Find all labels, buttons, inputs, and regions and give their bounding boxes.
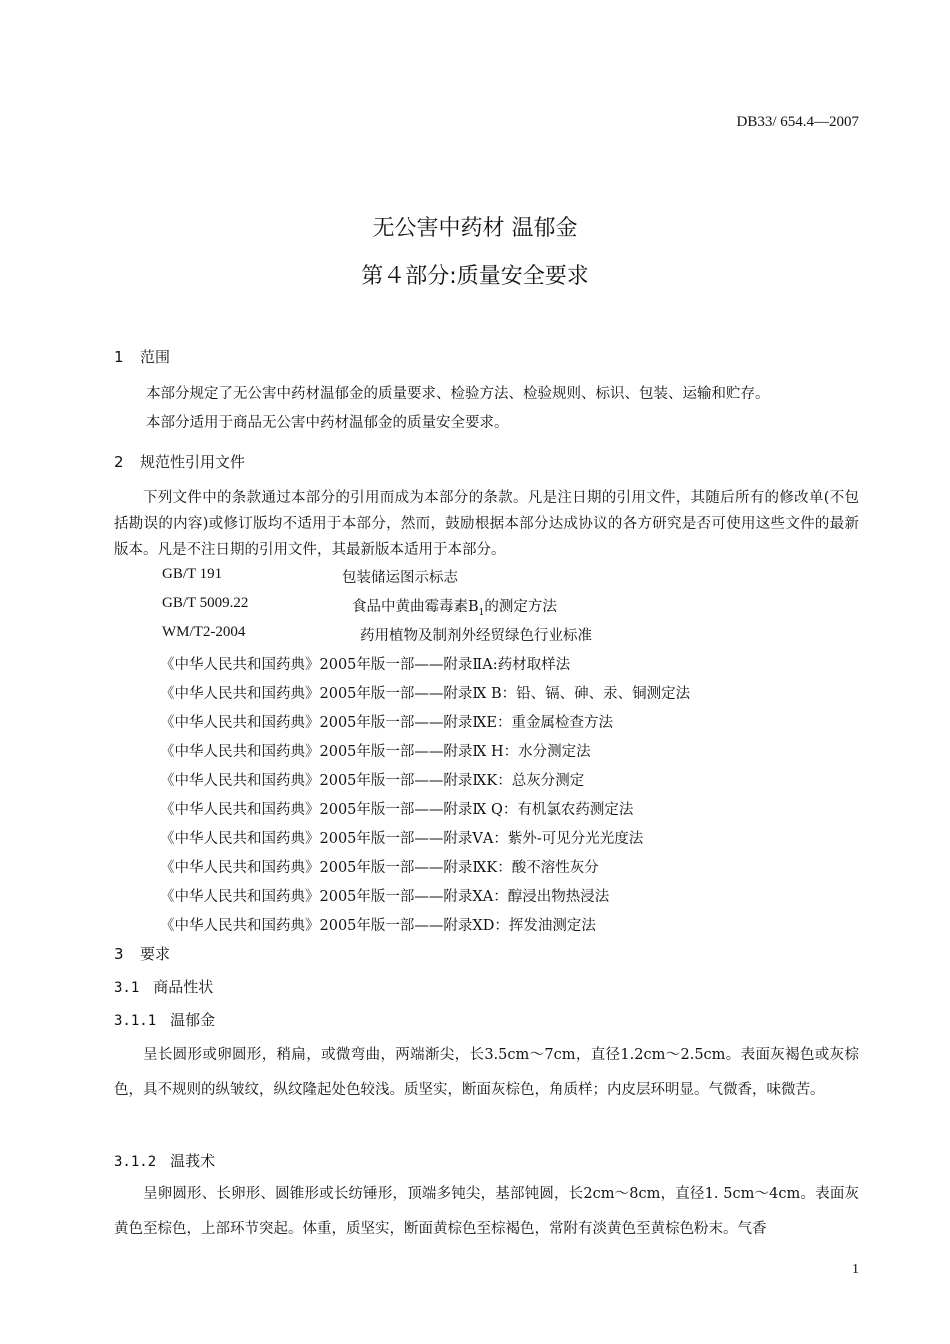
subsection-number: 3.1 [114, 980, 140, 996]
page-number: 1 [852, 1262, 859, 1277]
section-title: 要求 [140, 945, 171, 963]
section-number: 3 [114, 945, 124, 963]
subsection-3-1-1-heading [114, 1009, 215, 1030]
pharmacopoeia-ref: 《中华人民共和国药典》2005年版一部——附录ⅨE：重金属检查方法 [160, 715, 613, 731]
ref-code: WM/T2-2004 [162, 624, 246, 640]
document-title: 无公害中药材 温郁金 [372, 216, 578, 241]
pharmacopoeia-ref: 《中华人民共和国药典》2005年版一部——附录ⅩA：醇浸出物热浸法 [160, 889, 610, 905]
pharmacopoeia-ref: 《中华人民共和国药典》2005年版一部——附录Ⅸ B：铅、镉、砷、汞、铜测定法 [160, 686, 691, 702]
pharmacopoeia-ref: 《中华人民共和国药典》2005年版一部——附录ⅨK：总灰分测定 [160, 773, 585, 789]
wenyujin-description [114, 1038, 859, 1108]
normative-references-paragraph [114, 485, 859, 563]
subsection-3-1-heading [114, 976, 213, 997]
ref-title: 药用植物及制剂外经贸绿色行业标准 [360, 628, 592, 644]
pharmacopoeia-ref: 《中华人民共和国药典》2005年版一部——附录Ⅸ Q：有机氯农药测定法 [160, 802, 634, 818]
wenezhu-description [114, 1177, 859, 1247]
section-2-heading [114, 451, 245, 472]
section-number: 2 [114, 453, 124, 471]
scope-paragraph-1: 本部分规定了无公害中药材温郁金的质量要求、检验方法、检验规则、标识、包装、运输和贮存。 [146, 386, 770, 402]
section-1-heading [114, 346, 170, 367]
pharmacopoeia-ref: 《中华人民共和国药典》2005年版一部——附录Ⅸ H：水分测定法 [160, 744, 591, 760]
pharmacopoeia-ref: 《中华人民共和国药典》2005年版一部——附录ⅡA:药材取样法 [160, 657, 571, 673]
paragraph-text: 呈长圆形或卵圆形，稍扁，或微弯曲，两端渐尖，长3.5cm～7cm，直径1.2cm～2.5cm。表面灰褐色或灰棕色，具不规则的纵皱纹，纵纹隆起处色较浅。质坚实，断面灰棕色，角质样；内皮层环明显。气微香，味微苦。 [114, 1047, 859, 1098]
subsection-3-1-2-heading [114, 1150, 215, 1171]
subsection-title: 温莪术 [170, 1152, 216, 1170]
ref-title-text: 食品中黄曲霉毒素B [352, 599, 479, 615]
ref-title [352, 595, 557, 618]
pharmacopoeia-ref: 《中华人民共和国药典》2005年版一部——附录ⅤA：紫外-可见分光光度法 [160, 831, 644, 847]
ref-code: GB/T 191 [162, 566, 223, 582]
section-title: 规范性引用文件 [140, 453, 246, 471]
subsection-number: 3.1.1 [114, 1013, 157, 1029]
paragraph-text: 呈卵圆形、长卵形、圆锥形或长纺锤形，顶端多钝尖，基部钝圆，长2cm～8cm，直径1. 5cm～4cm。表面灰黄色至棕色，上部环节突起。体重，质坚实，断面黄棕色至棕褐色，常附有淡黄色至黄棕色粉末。气香 [114, 1186, 859, 1237]
ref-title-tail: 的测定方法 [484, 599, 557, 615]
ref-title-subscript: 1 [478, 607, 485, 618]
ref-title: 包装储运图示标志 [342, 570, 458, 586]
standard-number: DB33/ 654.4—2007 [736, 114, 859, 130]
section-3-heading [114, 943, 170, 964]
document-subtitle: 第４部分:质量安全要求 [361, 264, 589, 289]
section-number: 1 [114, 348, 124, 366]
pharmacopoeia-ref: 《中华人民共和国药典》2005年版一部——附录ⅩD：挥发油测定法 [160, 918, 596, 934]
scope-paragraph-2: 本部分适用于商品无公害中药材温郁金的质量安全要求。 [146, 415, 509, 431]
subsection-title: 商品性状 [153, 978, 214, 996]
paragraph-text: 下列文件中的条款通过本部分的引用而成为本部分的条款。凡是注日期的引用文件，其随后所有的修改单(不包括勘误的内容)或修订版均不适用于本部分，然而，鼓励根据本部分达成协议的各方研究是否可使用这些文件的最新版本。凡是不注日期的引用文件，其最新版本适用于本部分。 [114, 490, 859, 558]
subsection-title: 温郁金 [170, 1011, 216, 1029]
ref-code: GB/T 5009.22 [162, 595, 249, 611]
pharmacopoeia-ref: 《中华人民共和国药典》2005年版一部——附录ⅨK：酸不溶性灰分 [160, 860, 599, 876]
section-title: 范围 [140, 348, 171, 366]
subsection-number: 3.1.2 [114, 1154, 157, 1170]
